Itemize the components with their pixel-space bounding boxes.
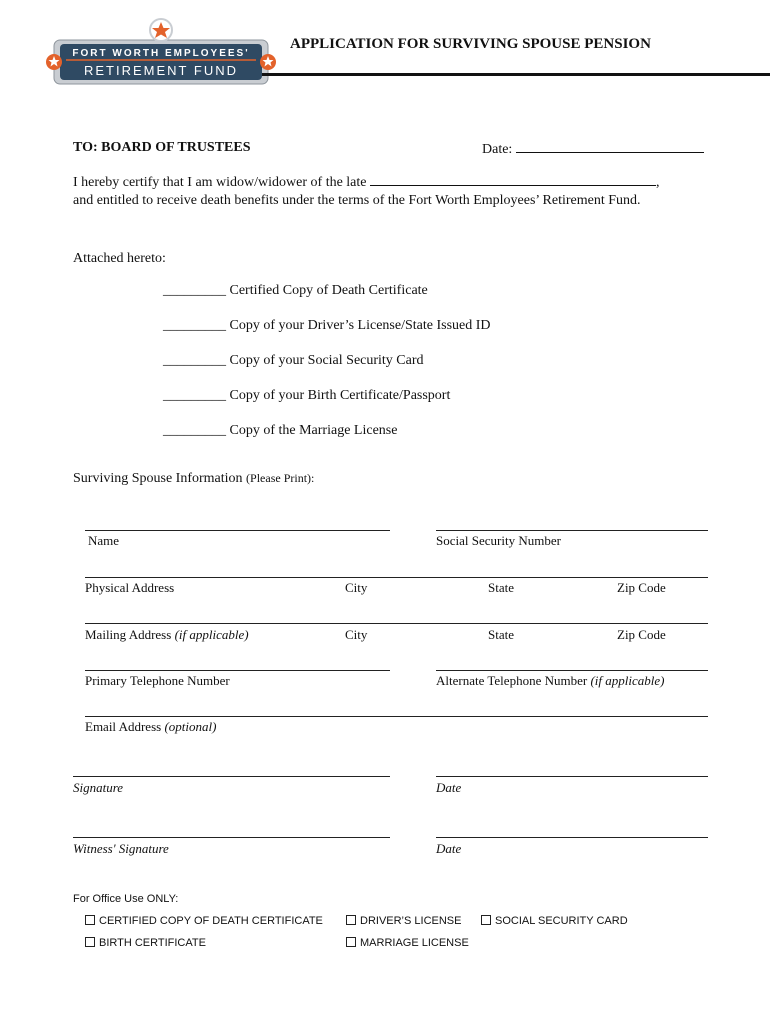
certify-line2: and entitled to receive death benefits under the terms of the Fort Worth Employees’ Retirement Fund. xyxy=(73,193,641,208)
if-applicable-note: (if applicable) xyxy=(590,673,665,688)
state-label: State xyxy=(488,580,514,595)
header-rule xyxy=(262,73,770,76)
fort-worth-employees-retirement-fund-logo xyxy=(44,18,278,86)
ssn-label: Social Security Number xyxy=(436,533,561,548)
witness-signature-label: Witness' Signature xyxy=(73,841,169,856)
alternate-phone-text: Alternate Telephone Number xyxy=(436,673,588,688)
office-checkbox[interactable] xyxy=(85,915,323,927)
spouse-heading-text: Surviving Spouse Information xyxy=(73,471,243,486)
attached-blank: _________ xyxy=(163,318,226,333)
city-label: City xyxy=(345,627,368,642)
attached-item[interactable] xyxy=(163,318,491,334)
email-text: Email Address xyxy=(85,719,162,734)
spouse-heading xyxy=(73,471,314,487)
signature-date-label: Date xyxy=(436,780,462,795)
office-checkbox[interactable] xyxy=(481,915,628,927)
office-checkbox[interactable] xyxy=(346,915,461,927)
physical-address-field[interactable] xyxy=(85,577,708,578)
attached-item-label: Copy of your Birth Certificate/Passport xyxy=(229,388,451,403)
signature-label: Signature xyxy=(73,780,124,795)
attached-heading: Attached hereto: xyxy=(73,251,166,266)
mailing-address-field[interactable] xyxy=(85,623,708,624)
attached-item[interactable] xyxy=(163,353,424,369)
logo-line2: RETIREMENT FUND xyxy=(84,63,238,78)
mailing-address-text: Mailing Address xyxy=(85,627,172,642)
spouse-heading-note: (Please Print): xyxy=(246,471,315,485)
name-label: Name xyxy=(88,533,120,548)
ssn-field[interactable] xyxy=(436,530,708,531)
deceased-name-blank[interactable] xyxy=(370,173,656,186)
office-checkbox-label: MARRIAGE LICENSE xyxy=(360,937,469,949)
alternate-phone-label xyxy=(436,673,664,689)
certify-comma: , xyxy=(656,175,660,190)
signature-field[interactable] xyxy=(73,776,390,777)
office-checkbox-label: BIRTH CERTIFICATE xyxy=(99,937,206,949)
checkbox-icon[interactable] xyxy=(85,915,95,925)
state-label: State xyxy=(488,627,514,642)
attached-item-label: Copy of your Social Security Card xyxy=(229,353,424,368)
primary-phone-field[interactable] xyxy=(85,670,390,671)
attached-item-label: Copy of the Marriage License xyxy=(229,423,398,438)
zip-label: Zip Code xyxy=(617,580,666,595)
zip-label: Zip Code xyxy=(617,627,666,642)
attached-item[interactable] xyxy=(163,423,397,439)
alternate-phone-field[interactable] xyxy=(436,670,708,671)
checkbox-icon[interactable] xyxy=(85,937,95,947)
attached-blank: _________ xyxy=(163,423,226,438)
date-blank[interactable] xyxy=(516,140,704,153)
city-label: City xyxy=(345,580,368,595)
certify-text: I hereby certify that I am widow/widower of the late xyxy=(73,175,367,190)
page-title: APPLICATION FOR SURVIVING SPOUSE PENSION xyxy=(290,36,651,52)
checkbox-icon[interactable] xyxy=(346,937,356,947)
witness-signature-field[interactable] xyxy=(73,837,390,838)
if-applicable-note: (if applicable) xyxy=(174,627,249,642)
signature-date-field[interactable] xyxy=(436,776,708,777)
attached-blank: _________ xyxy=(163,283,226,298)
office-checkbox[interactable] xyxy=(85,937,206,949)
office-checkbox-label: DRIVER’S LICENSE xyxy=(360,915,462,927)
checkbox-icon[interactable] xyxy=(481,915,491,925)
certify-line1 xyxy=(73,173,660,191)
date-label: Date: xyxy=(482,142,513,157)
attached-item-label: Certified Copy of Death Certificate xyxy=(229,283,428,298)
email-field[interactable] xyxy=(85,716,708,717)
mailing-address-label xyxy=(85,627,249,643)
office-checkbox[interactable] xyxy=(346,937,469,949)
attached-item[interactable] xyxy=(163,388,450,404)
attached-blank: _________ xyxy=(163,388,226,403)
attached-item-label: Copy of your Driver’s License/State Issued ID xyxy=(229,318,491,333)
email-label xyxy=(85,719,216,735)
attached-blank: _________ xyxy=(163,353,226,368)
witness-date-label: Date xyxy=(436,841,462,856)
addressee: TO: BOARD OF TRUSTEES xyxy=(73,140,251,155)
physical-address-label: Physical Address xyxy=(85,580,175,595)
checkbox-icon[interactable] xyxy=(346,915,356,925)
optional-note: (optional) xyxy=(164,719,217,734)
witness-date-field[interactable] xyxy=(436,837,708,838)
office-use-heading: For Office Use ONLY: xyxy=(73,893,179,905)
logo-line1: FORT WORTH EMPLOYEES' xyxy=(72,48,250,59)
attached-item[interactable] xyxy=(163,283,428,299)
name-field[interactable] xyxy=(85,530,390,531)
date-field[interactable] xyxy=(482,140,704,158)
office-checkbox-label: CERTIFIED COPY OF DEATH CERTIFICATE xyxy=(99,915,323,927)
primary-phone-label: Primary Telephone Number xyxy=(85,673,230,688)
office-checkbox-label: SOCIAL SECURITY CARD xyxy=(495,915,628,927)
